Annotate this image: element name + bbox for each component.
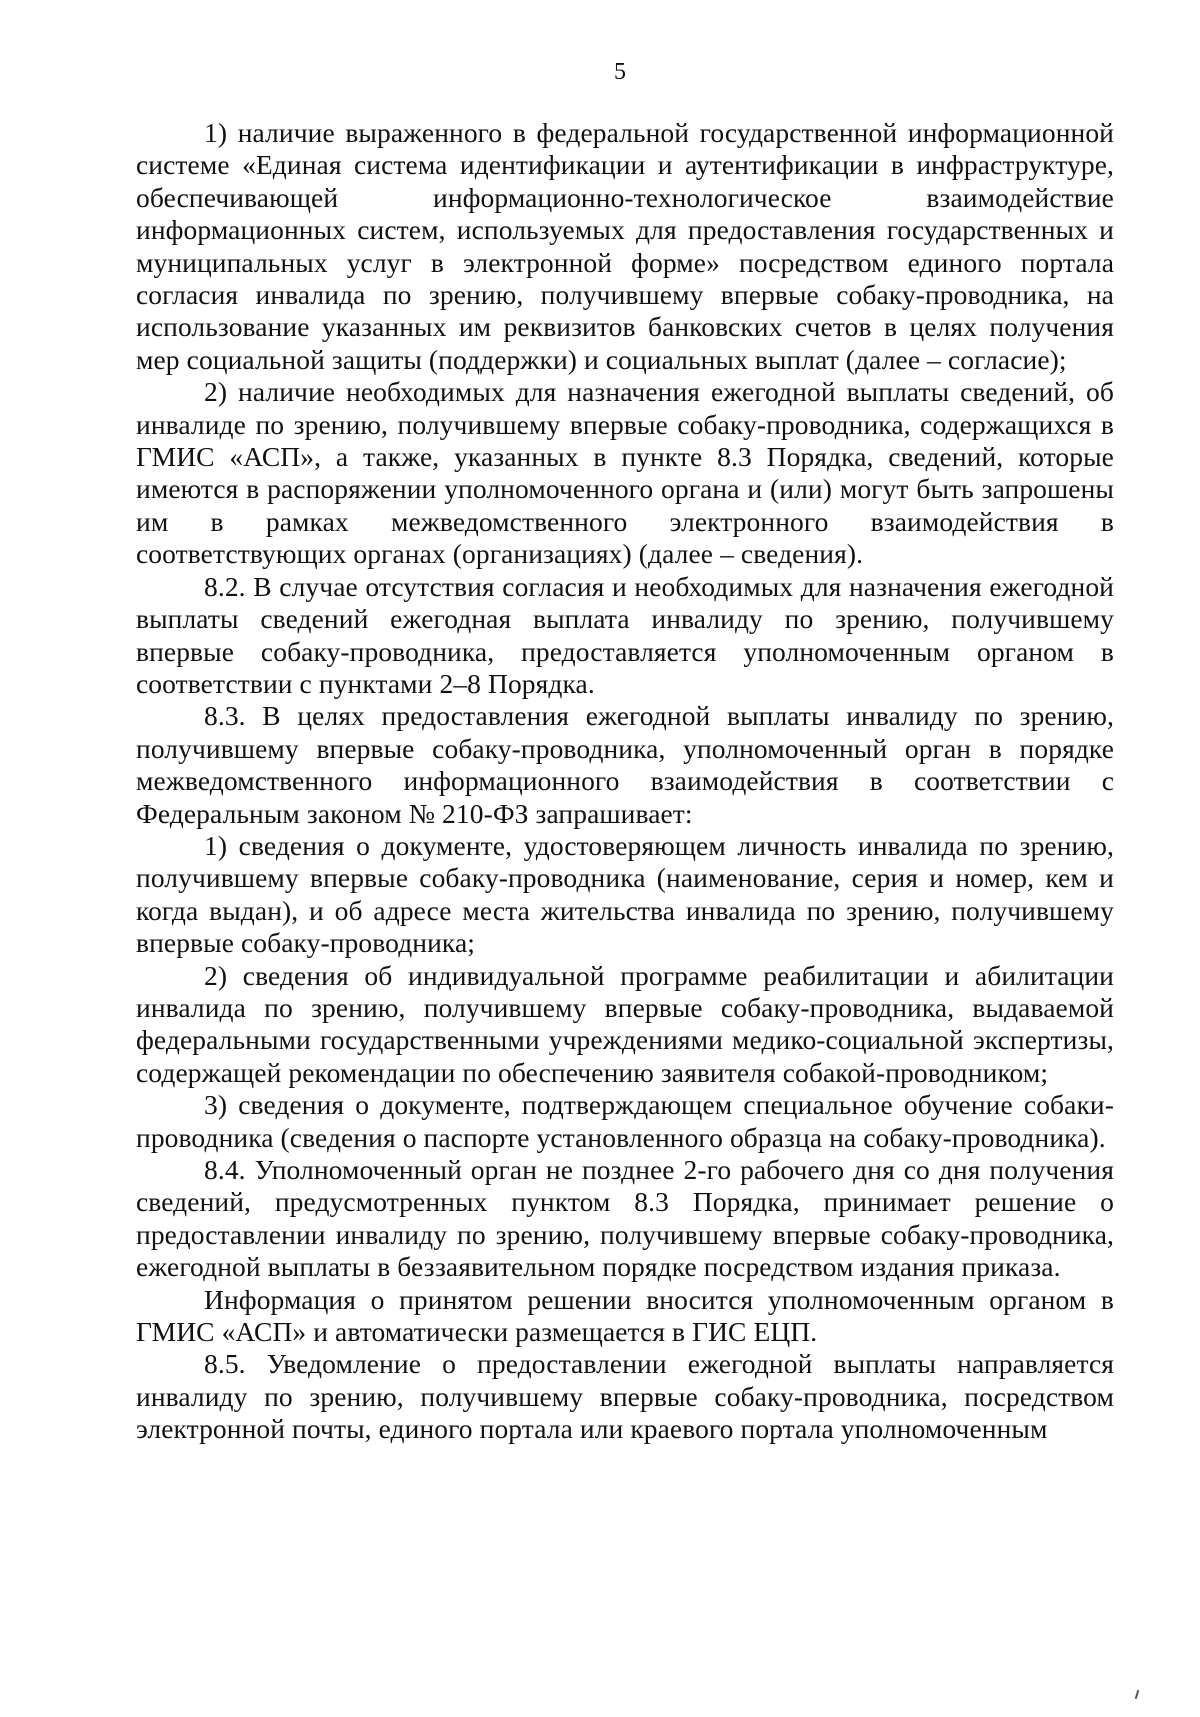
paragraph-8-2: 8.2. В случае отсутствия согласия и необходимых для назначения ежегодной выплаты сведений ежегодная выплата инвалиду по зрению, получившему впервые собаку-проводника, предоставляется уполномоченным органом в соответствии с пунктами 2–8 Порядка. [136,570,1114,699]
scan-mark [1135,1690,1140,1699]
paragraph-information-condition: 2) наличие необходимых для назначения ежегодной выплаты сведений, об инвалиде по зрению, получившему впервые собаку-проводника, содержащихся в ГМИС «АСП», а также, указанных в пункте 8.3 Порядка, сведений, которые имеются в распоряжении уполномоченного органа и (или) могут быть запрошены им в рамках межведомственного электронного взаимодействия в соответствующих органах (организациях) (далее – сведения). [136,376,1114,570]
paragraph-8-5: 8.5. Уведомление о предоставлении ежегодной выплаты направляется инвалиду по зрению, получившему впервые собаку-проводника, посредством электронной почты, единого портала или краевого портала уполномоченным [136,1348,1114,1445]
paragraph-8-4: 8.4. Уполномоченный орган не позднее 2-го рабочего дня со дня получения сведений, предусмотренных пунктом 8.3 Порядка, принимает решение о предоставлении инвалиду по зрению, получившему впервые собаку-проводника, ежегодной выплаты в беззаявительном порядке посредством издания приказа. [136,1154,1114,1283]
paragraph-decision-information: Информация о принятом решении вносится уполномоченным органом в ГМИС «АСП» и автоматически размещается в ГИС ЕЦП. [136,1283,1114,1348]
paragraph-rehabilitation-program: 2) сведения об индивидуальной программе реабилитации и абилитации инвалида по зрению, получившему впервые собаку-проводника, выдаваемой федеральными государственными учреждениями медико-социальной экспертизы, содержащей рекомендации по обеспечению заявителя собакой-проводником; [136,959,1114,1088]
document-body [136,117,1114,1446]
paragraph-8-3: 8.3. В целях предоставления ежегодной выплаты инвалиду по зрению, получившему впервые собаку-проводника, уполномоченный орган в порядке межведомственного информационного взаимодействия в соответствии с Федеральным законом № 210-ФЗ запрашивает: [136,700,1114,829]
paragraph-dog-training-document: 3) сведения о документе, подтверждающем специальное обучение собаки-проводника (сведения о паспорте установленного образца на собаку-проводника). [136,1089,1114,1153]
paragraph-consent-condition: 1) наличие выраженного в федеральной государственной информационной системе «Единая система идентификации и аутентификации в инфраструктуре, обеспечивающей информационно-технологическое взаимодействие информационных систем, используемых для предоставления государственных и муниципальных услуг в электронной форме» посредством единого портала согласия инвалида по зрению, получившему впервые собаку-проводника, на использование указанных им реквизитов банковских счетов в целях получения мер социальной защиты (поддержки) и социальных выплат (далее – согласие); [136,117,1114,375]
paragraph-identity-document: 1) сведения о документе, удостоверяющем личность инвалида по зрению, получившему впервые собаку-проводника (наименование, серия и номер, кем и когда выдан), и об адресе места жительства инвалида по зрению, получившему впервые собаку-проводника; [136,829,1114,959]
page-number: 5 [614,59,626,85]
